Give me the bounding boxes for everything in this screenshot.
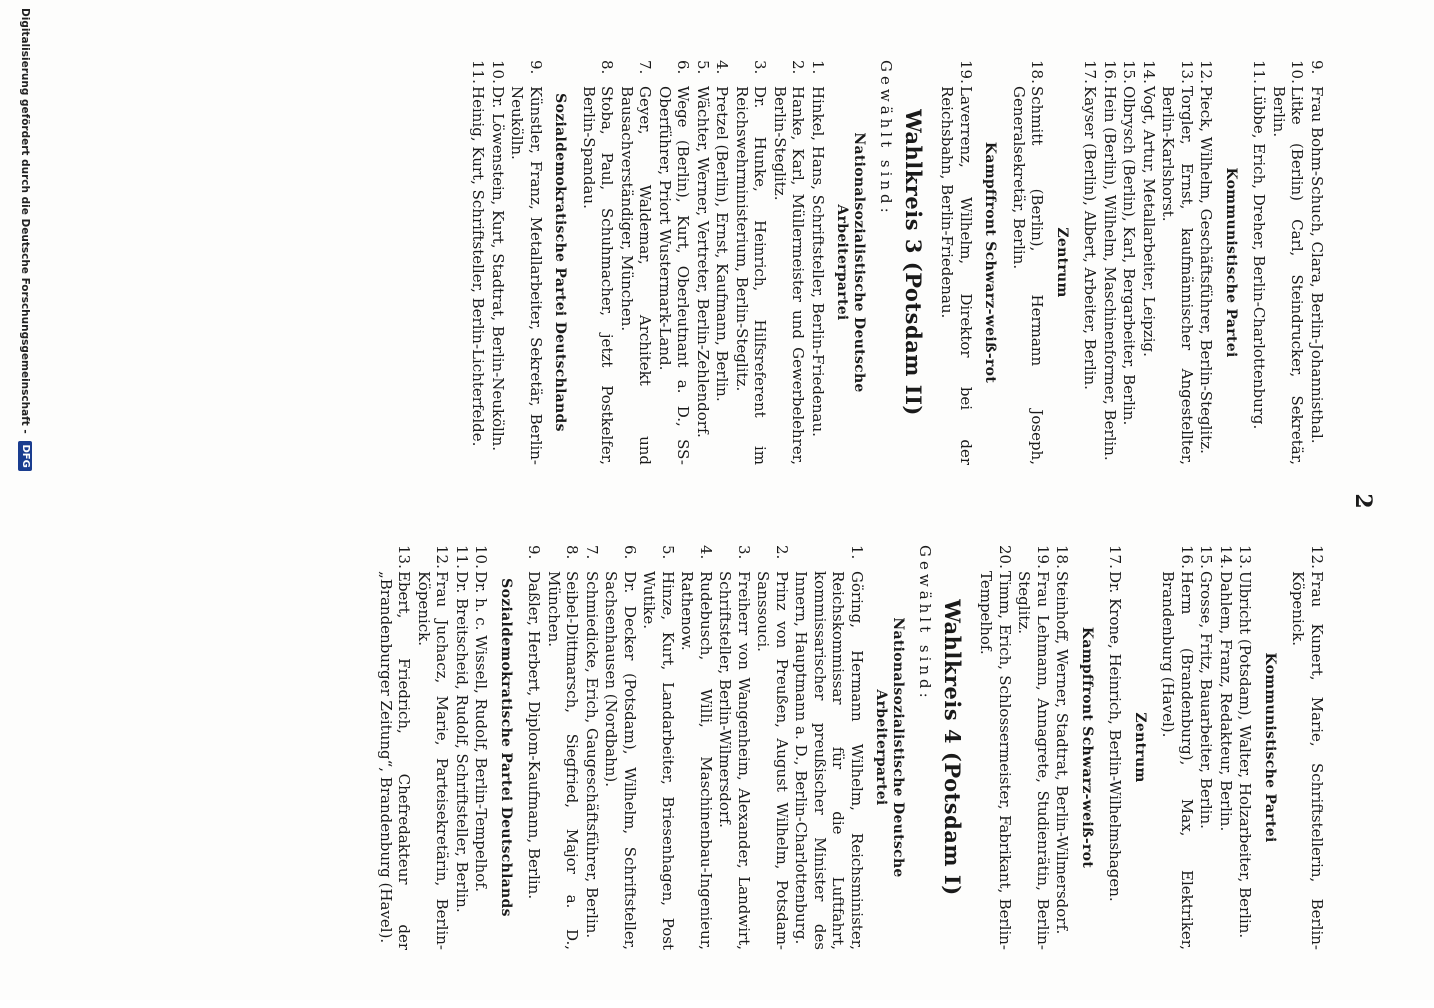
- entry-text: Timm, Erich, Schlossermeister, Fabrikant, Berlin-Tempelhof.: [977, 571, 1014, 950]
- entry-text: Frau Juchacz, Marie, Parteisekretärin, Berlin-Köpenick.: [415, 571, 452, 950]
- entry-number: 15.: [1197, 545, 1216, 569]
- candidate-entry: [792, 545, 866, 950]
- candidate-entry: [618, 60, 655, 465]
- entry-text: Hinkel, Hans, Schriftsteller, Berlin-Friedenau.: [809, 86, 827, 437]
- entry-list: [469, 60, 545, 465]
- entry-text: Kayser (Berlin), Albert, Arbeiter, Berlin.: [1081, 86, 1100, 390]
- entry-text: Seibel-Dittmarsch, Siegfried, Major a. D., München.: [545, 571, 582, 950]
- candidate-entry: [656, 60, 693, 465]
- entry-number: 13.: [1236, 545, 1255, 569]
- candidate-entry: [1236, 545, 1255, 950]
- entry-text: Künstler, Franz, Metallarbeiter, Sekretär, Berlin-Neukölln.: [508, 86, 545, 465]
- entry-text: Dr. Hunke, Heinrich, Hilfsreferent im Reichswehrministerium, Berlin-Steglitz.: [733, 86, 770, 465]
- candidate-entry: [1081, 60, 1100, 465]
- entry-number: 11.: [453, 545, 471, 569]
- candidate-entry: [1140, 60, 1159, 465]
- entry-text: Litke (Berlin) Carl, Steindrucker, Sekretär, Berlin.: [1270, 86, 1307, 465]
- candidate-entry: [1159, 60, 1196, 465]
- elected-label: Gewählt sind:: [877, 60, 896, 217]
- entry-text: Dahlem, Franz, Redakteur, Berlin.: [1217, 571, 1235, 832]
- candidate-entry: [1120, 60, 1139, 465]
- entry-number: 6.: [621, 545, 639, 560]
- party-heading: Sozialdemokratische Partei Deutschlands: [552, 93, 569, 432]
- entry-number: 4.: [697, 545, 715, 560]
- entry-text: Hinze, Kurt, Landarbeiter, Briesenhagen, Post Wutike.: [640, 571, 677, 950]
- entry-list: [1081, 60, 1216, 465]
- candidate-entry: [716, 545, 753, 950]
- candidate-entry: [1197, 60, 1216, 465]
- entry-text: Dr. Decker (Potsdam), Wilhelm, Schriftsteller, Sachsenhausen (Nordbahn).: [602, 571, 639, 950]
- party-heading: Nationalsozialistische Deutsche Arbeiterpartei: [834, 132, 867, 393]
- entry-text: Hein (Berlin), Wilhelm, Maschinenformer, Berlin.: [1101, 86, 1119, 461]
- candidate-entry: [809, 60, 828, 465]
- entry-number: 9.: [527, 60, 545, 75]
- entry-number: 12.: [1308, 545, 1326, 569]
- entry-number: 3.: [735, 545, 753, 560]
- candidate-entry: [1270, 60, 1307, 465]
- entry-number: 3.: [751, 60, 770, 75]
- candidate-entry: [1308, 60, 1327, 465]
- entry-number: 9.: [1308, 60, 1326, 75]
- party-heading: Zentrum: [1132, 712, 1148, 783]
- candidate-entry: [525, 545, 544, 950]
- entry-number: 14.: [1217, 545, 1235, 569]
- entry-number: 9.: [525, 545, 544, 560]
- party-heading: Zentrum: [1054, 227, 1070, 298]
- entry-number: 17.: [1081, 60, 1100, 84]
- party-heading: Sozialdemokratische Partei Deutschlands: [498, 578, 514, 917]
- candidate-entry: [580, 60, 617, 465]
- right-column: [376, 545, 1327, 950]
- party-heading: Kampffront Schwarz-weiß-rot: [982, 141, 999, 384]
- candidate-entry: [469, 60, 488, 465]
- candidate-entry: [1010, 60, 1047, 465]
- candidate-entry: [754, 545, 791, 950]
- entry-number: 20.: [996, 545, 1014, 569]
- entry-number: 10.: [472, 545, 491, 569]
- entry-list: [377, 545, 491, 950]
- candidate-entry: [508, 60, 545, 465]
- entry-number: 8.: [563, 545, 582, 560]
- entry-number: 4.: [713, 60, 732, 75]
- entry-text: Ebert, Friedrich, Chefredakteur der „Brandenburger Zeitung“, Brandenburg (Havel).: [377, 571, 414, 950]
- entry-number: 10.: [489, 60, 507, 84]
- entry-text: Rudebusch, Willi, Maschinenbau-Ingenieur, Rathenow.: [678, 571, 715, 950]
- party-heading: Kommunistische Partei: [1262, 652, 1278, 843]
- entry-text: Geyer, Waldemar, Architekt und Bausachverständiger, München.: [618, 86, 655, 465]
- candidate-entry: [938, 60, 975, 465]
- entry-text: Dr. Krone, Heinrich, Berlin-Wilhelmshagen.: [1106, 571, 1125, 902]
- dfg-logo-icon: DFG: [18, 441, 32, 470]
- entry-text: Pretzel (Berlin), Ernst, Kaufmann, Berlin.: [713, 86, 732, 402]
- entry-number: 5.: [694, 60, 712, 75]
- entry-text: Wege (Berlin), Kurt, Oberleutnant a. D., SS-Oberführer, Priort Wustermark-Land.: [656, 86, 693, 465]
- entry-text: Lübbe, Erich, Dreher, Berlin-Charlottenburg.: [1250, 86, 1269, 430]
- entry-list: [1159, 545, 1255, 950]
- entry-number: 7.: [636, 60, 655, 75]
- elected-label: Gewählt sind:: [916, 545, 935, 702]
- entry-text: Olbrysch (Berlin), Karl, Bergarbeiter, Berlin.: [1120, 86, 1139, 426]
- candidate-entry: [733, 60, 770, 465]
- entry-list: [1106, 545, 1125, 950]
- entry-number: 7.: [583, 545, 601, 560]
- entry-number: 12.: [433, 545, 452, 569]
- entry-list: [938, 60, 975, 465]
- entry-number: 16.: [1178, 545, 1196, 569]
- candidate-entry: [1106, 545, 1125, 950]
- candidate-entry: [1159, 545, 1196, 950]
- candidate-entry: [1015, 545, 1052, 950]
- entry-number: 2.: [773, 545, 791, 560]
- entry-text: Vogt, Artur, Metallarbeiter, Leipzig.: [1140, 86, 1158, 357]
- entry-number: 19.: [1034, 545, 1052, 569]
- entry-number: 15.: [1120, 60, 1139, 84]
- entry-number: 6.: [674, 60, 693, 75]
- entry-text: Hanke, Karl, Müllermeister und Gewerbelehrer, Berlin-Steglitz.: [771, 86, 808, 465]
- entry-text: Dr. Breitscheid, Rudolf, Schriftsteller, Berlin.: [453, 571, 471, 913]
- entry-list: [977, 545, 1072, 950]
- entry-list: [1010, 60, 1047, 465]
- entry-list: [580, 60, 828, 465]
- entry-text: Frau Kunert, Marie, Schriftstellerin, Berlin-Köpenick.: [1289, 571, 1326, 950]
- entry-text: Torgler, Ernst, kaufmännischer Angestellter, Berlin-Karlshorst.: [1159, 86, 1196, 465]
- candidate-entry: [415, 545, 452, 950]
- entry-list: [1289, 545, 1326, 950]
- entry-text: Göring, Hermann Wilhelm, Reichsminister, Reichskommissar für die Luftfahrt, kommissarischer preußischer Minister des Innern, Hauptmann a. D., Berlin-Charlottenburg.: [792, 571, 866, 950]
- entry-text: Freiherr von Wangenheim, Alexander, Landwirt, Schriftsteller, Berlin-Wilmersdorf.: [716, 571, 753, 950]
- entry-text: Daßler, Herbert, Diplom-Kaufmann, Berlin.: [525, 571, 544, 900]
- entry-text: Wächter, Werner, Vertreter, Berlin-Zehlendorf.: [694, 86, 712, 438]
- candidate-entry: [583, 545, 602, 950]
- candidate-entry: [1053, 545, 1072, 950]
- candidate-entry: [640, 545, 677, 950]
- candidate-entry: [489, 60, 508, 465]
- entry-number: 12.: [1197, 60, 1216, 84]
- entry-text: Frau Lehmann, Annagrete, Studienrätin, Berlin-Steglitz.: [1015, 571, 1052, 950]
- entry-number: 1.: [848, 545, 866, 560]
- candidate-entry: [713, 60, 732, 465]
- candidate-entry: [377, 545, 414, 950]
- entry-number: 19.: [957, 60, 975, 84]
- entry-number: 11.: [469, 60, 488, 84]
- entry-number: 11.: [1250, 60, 1269, 84]
- entry-text: Frau Bohm-Schuch, Clara, Berlin-Johannisthal.: [1308, 86, 1326, 444]
- candidate-entry: [771, 60, 808, 465]
- wahlkreis-title: Wahlkreis 3 (Potsdam II): [901, 109, 926, 416]
- entry-number: 14.: [1140, 60, 1158, 84]
- party-heading: Nationalsozialistische Deutsche Arbeiterpartei: [873, 617, 906, 878]
- entry-text: Schmiedicke, Erich, Gaugeschäftsführer, Berlin.: [583, 571, 601, 939]
- entry-text: Ulbricht (Potsdam), Walter, Holzarbeiter, Berlin.: [1236, 571, 1255, 939]
- entry-text: Prinz von Preußen, August Wilhelm, Potsdam-Sanssouci.: [754, 571, 791, 950]
- credit-text: Digitalisierung gefördert durch die Deutsche Forschungsgemeinschaft -: [19, 8, 31, 434]
- entry-number: 2.: [789, 60, 808, 75]
- entry-text: Pieck, Wilhelm, Geschäftsführer, Berlin-Steglitz.: [1197, 86, 1216, 454]
- entry-list: [525, 545, 866, 950]
- party-heading: Kampffront Schwarz-weiß-rot: [1079, 626, 1095, 869]
- entry-text: Schmitt (Berlin), Hermann Joseph, Generalsekretär, Berlin.: [1010, 86, 1047, 465]
- entry-text: Laverrenz, Wilhelm, Direktor bei der Reichsbahn, Berlin-Friedenau.: [938, 86, 975, 465]
- entry-text: Stoba, Paul, Schuhmacher, jetzt Postkelfer, Berlin-Spandau.: [580, 86, 617, 465]
- entry-number: 18.: [1028, 60, 1047, 84]
- entry-list: [1250, 60, 1326, 465]
- entry-number: 13.: [1178, 60, 1196, 84]
- candidate-entry: [1250, 60, 1269, 465]
- candidate-entry: [694, 60, 713, 465]
- digitization-credit: [18, 0, 32, 1008]
- entry-number: 10.: [1288, 60, 1307, 84]
- candidate-entry: [545, 545, 582, 950]
- entry-text: Dr. Löwenstein, Kurt, Stadtrat, Berlin-Neukölln.: [489, 86, 507, 452]
- candidate-entry: [977, 545, 1014, 950]
- page-number: 2: [1350, 493, 1376, 509]
- entry-number: 1.: [809, 60, 827, 75]
- party-heading: Kommunistische Partei: [1223, 167, 1239, 358]
- candidate-entry: [1289, 545, 1326, 950]
- entry-number: 5.: [659, 545, 677, 560]
- entry-number: 16.: [1101, 60, 1119, 84]
- entry-number: 18.: [1053, 545, 1072, 569]
- entry-text: Herm (Brandenburg), Max, Elektriker, Brandenburg (Havel).: [1159, 571, 1196, 950]
- candidate-entry: [1217, 545, 1236, 950]
- candidate-entry: [678, 545, 715, 950]
- entry-text: Grosse, Fritz, Bauarbeiter, Berlin.: [1197, 571, 1216, 829]
- candidate-entry: [453, 545, 472, 950]
- entry-text: Heinig, Kurt, Schriftsteller, Berlin-Lichterfelde.: [469, 86, 488, 447]
- wahlkreis-title: Wahlkreis 4 (Potsdam I): [940, 599, 965, 896]
- entry-number: 17.: [1106, 545, 1125, 569]
- left-column: [468, 60, 1326, 465]
- entry-text: Dr. h. c. Wissell, Rudolf, Berlin-Tempelhof.: [472, 571, 491, 893]
- candidate-entry: [472, 545, 491, 950]
- entry-number: 8.: [598, 60, 617, 75]
- candidate-entry: [1101, 60, 1120, 465]
- candidate-entry: [1197, 545, 1216, 950]
- candidate-entry: [602, 545, 639, 950]
- entry-number: 13.: [395, 545, 414, 569]
- entry-text: Steinhoff, Werner, Stadtrat, Berlin-Wilmersdorf.: [1053, 571, 1072, 935]
